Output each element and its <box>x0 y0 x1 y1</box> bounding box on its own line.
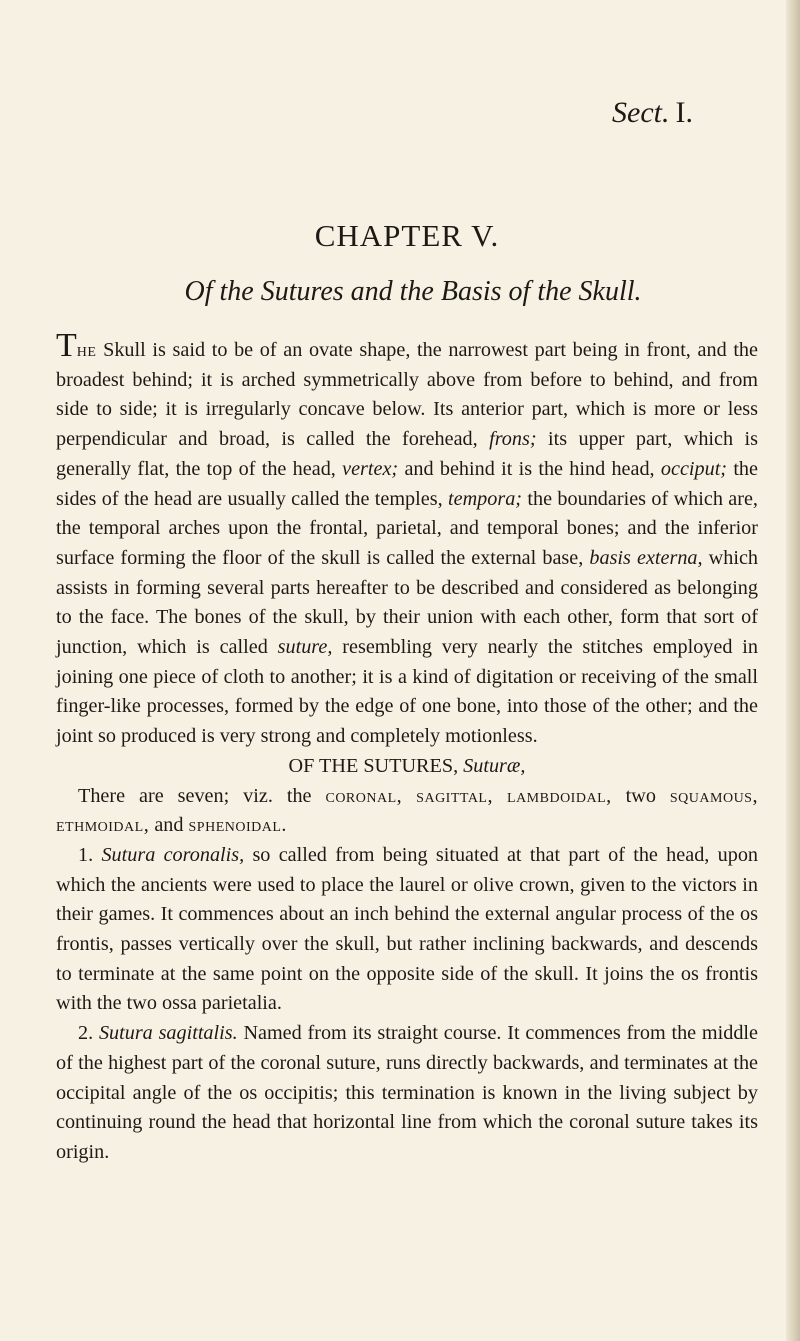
subtitle-rest: the Sutures and the Basis of the Skull. <box>212 276 642 307</box>
item-name: Sutura sagittalis. <box>98 1022 238 1045</box>
intro-text: Skull is said to be of an ovate shape, the narrowest part being in front, and the broadest behind; it is arched symmetrically above from before to behind, and from side to side; it is irregularly concave below. Its anterior part, which is more or less perpendicular and broad, is called the forehead, <box>56 339 758 451</box>
term-suture: suture, <box>277 636 333 659</box>
item-number: 2. <box>78 1022 94 1045</box>
item-sagittalis <box>56 1019 758 1168</box>
chapter-subtitle <box>0 276 800 308</box>
chapter-title: CHAPTER V. <box>314 218 500 253</box>
intro-text: its upper part, which is generally flat, the top of the head, <box>56 428 758 480</box>
drop-cap: T <box>56 327 77 364</box>
section-heading-text: OF THE SUTURES, <box>288 754 459 777</box>
item-text: Named from its straight course. It commences from the middle of the highest part of the coronal suture, runs directly backwards, and terminates at the occipital angle of the os occipitis; this termination is known in the living subject by continuing round the head that horizontal line from which the coronal suture takes its origin. <box>56 1022 758 1163</box>
subtitle-of: Of <box>184 276 213 307</box>
list-two: two <box>611 784 670 807</box>
suture-coronal: coronal, <box>325 784 403 807</box>
intro-text: which assists in forming several parts hereafter to be described and considered as belonging to the face. The bones of the skull, by their union with each other, form that sort of junction, which is called <box>56 546 758 659</box>
item-number: 1. <box>78 843 94 866</box>
header-sect: Sect. <box>612 96 670 129</box>
suture-sagittal: sagittal, <box>416 784 494 807</box>
list-and: and <box>149 814 189 837</box>
suture-sphenoidal: sphenoidal. <box>188 814 287 837</box>
header-number: I. <box>675 96 693 129</box>
term-tempora: tempora; <box>448 487 523 510</box>
intro-text: the sides of the head are usually called the temples, <box>56 457 758 510</box>
sutures-list <box>56 782 758 841</box>
suture-ethmoidal: ethmoidal, <box>56 814 150 837</box>
section-heading-latin: Suturæ, <box>463 754 526 777</box>
suture-lambdoidal: lambdoidal, <box>507 784 612 807</box>
intro-text: resembling very nearly the stitches employed in joining one piece of cloth to another; it is a kind of digitation or receiving of the small finger-like processes, formed by the edge of one bone, into those of the other; and the joint so produced is very strong and completely motionless. <box>56 636 758 748</box>
term-vertex: vertex; <box>342 457 399 480</box>
intro-text: the boundaries of which are, the temporal arches upon the frontal, parietal, and temporal bones; and the inferior surface forming the floor of the skull is called the external base, <box>56 487 758 569</box>
intro-text: and behind it is the hind head, <box>398 457 661 480</box>
body-text <box>56 327 759 1168</box>
running-header <box>612 96 693 130</box>
item-coronalis <box>56 841 758 1019</box>
intro-paragraph <box>56 327 758 752</box>
term-basis-externa: basis externa, <box>589 546 703 569</box>
item-name: Sutura coronalis, <box>101 843 245 866</box>
suture-squamous: squamous, <box>669 784 759 807</box>
list-intro: There are seven; viz. the <box>78 784 326 807</box>
section-heading <box>56 752 758 782</box>
term-frons: frons; <box>489 428 537 451</box>
term-occiput: occiput; <box>660 457 728 480</box>
item-text: so called from being situated at that part of the head, upon which the ancients were used to place the laurel or olive crown, given to the victors in their games. It commences about an inch behind the external angular process of the os frontis, passes vertically over the skull, but rather inclining backwards, and descends to terminate at the same point on the opposite side of the skull. It joins the os frontis with the two ossa parietalia. <box>56 843 759 1015</box>
page-edge <box>786 0 800 1341</box>
drop-cap-rest: he <box>76 339 97 361</box>
